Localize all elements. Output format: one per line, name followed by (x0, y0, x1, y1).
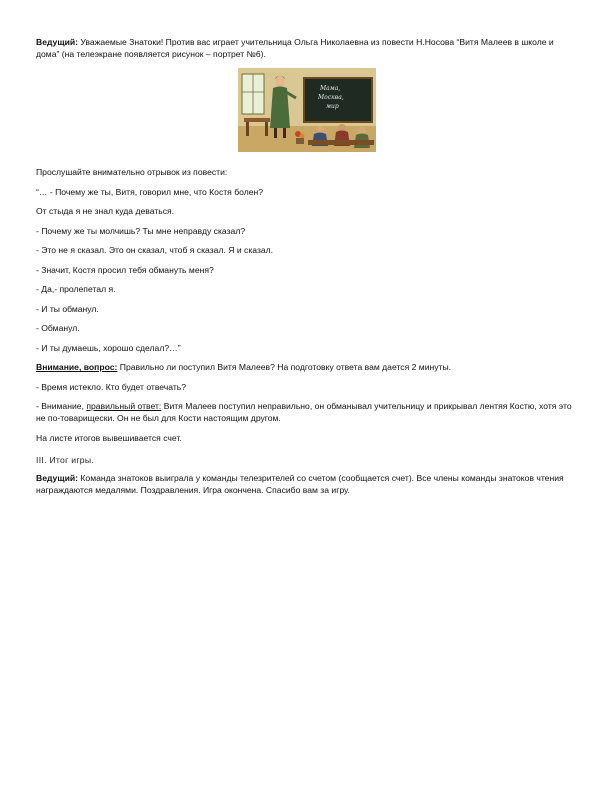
answer-text: Витя Малеев поступил неправильно, он обманывал учительницу и прикрывал лентяя Костю, хотя это не по-товарищески. Он не был для Кости настоящим другом. (36, 401, 572, 423)
intro-paragraph (36, 36, 576, 60)
document-page (36, 36, 576, 503)
answer-paragraph (36, 400, 576, 424)
dialogue-line: - Обманул. (36, 323, 80, 333)
question-paragraph (36, 361, 576, 373)
listen-instruction: Прослушайте внимательно отрывок из повести: (36, 167, 228, 177)
board-text-1: Мама, (320, 85, 341, 92)
dialogue-line: - И ты обманул. (36, 303, 99, 314)
board-text-2: Москва, (318, 94, 344, 101)
dialogue-line: - Да,- пролепетал я. (36, 284, 116, 294)
question-text: Правильно ли поступил Витя Малеев? На подготовку ответа вам дается 2 минуты. (117, 362, 452, 372)
final-paragraph (36, 472, 576, 496)
dialogue-line: “… - Почему же ты, Витя, говорил мне, что Костя болен? (36, 186, 264, 197)
final-text: Команда знатоков выиграла у команды телезрителей со счетом (сообщается счет). Все члены команды знатоков чтения награждаются медалями. Поздравления. Игра окончена. Спасибо вам за игру. (36, 472, 564, 495)
board-text-3: мир (326, 103, 339, 110)
final-speaker-label: Ведущий: (36, 472, 79, 483)
score-line: На листе итогов вывешивается счет. (36, 432, 182, 443)
answer-label: правильный ответ: (86, 401, 162, 411)
intro-text: Уважаемые Знатоки! Против вас играет учительница Ольга Николаевна из повести Н.Носова “Витя Малеев в школе и дома” (на телеэкране появляется рисунок – портрет №6). (36, 37, 554, 59)
dialogue-line: - Значит, Костя просил тебя обмануть меня? (36, 264, 214, 275)
answer-prefix: - Внимание, (36, 401, 87, 411)
intro-speaker-label: Ведущий: (36, 37, 79, 47)
dialogue-line: От стыда я не знал куда деваться. (36, 206, 175, 216)
dialogue-line: - Почему же ты молчишь? Ты мне неправду сказал? (36, 225, 246, 236)
dialogue-line: - И ты думаешь, хорошо сделал?…” (36, 342, 181, 353)
illustration-container (36, 68, 576, 152)
dialogue-line: - Это не я сказал. Это он сказал, чтоб я сказал. Я и сказал. (36, 245, 274, 255)
teacher-classroom-illustration (238, 68, 376, 152)
question-label: Внимание, вопрос: (36, 362, 118, 372)
time-up-line: - Время истекло. Кто будет отвечать? (36, 381, 187, 392)
section-heading: III. Итог игры. (36, 454, 95, 465)
